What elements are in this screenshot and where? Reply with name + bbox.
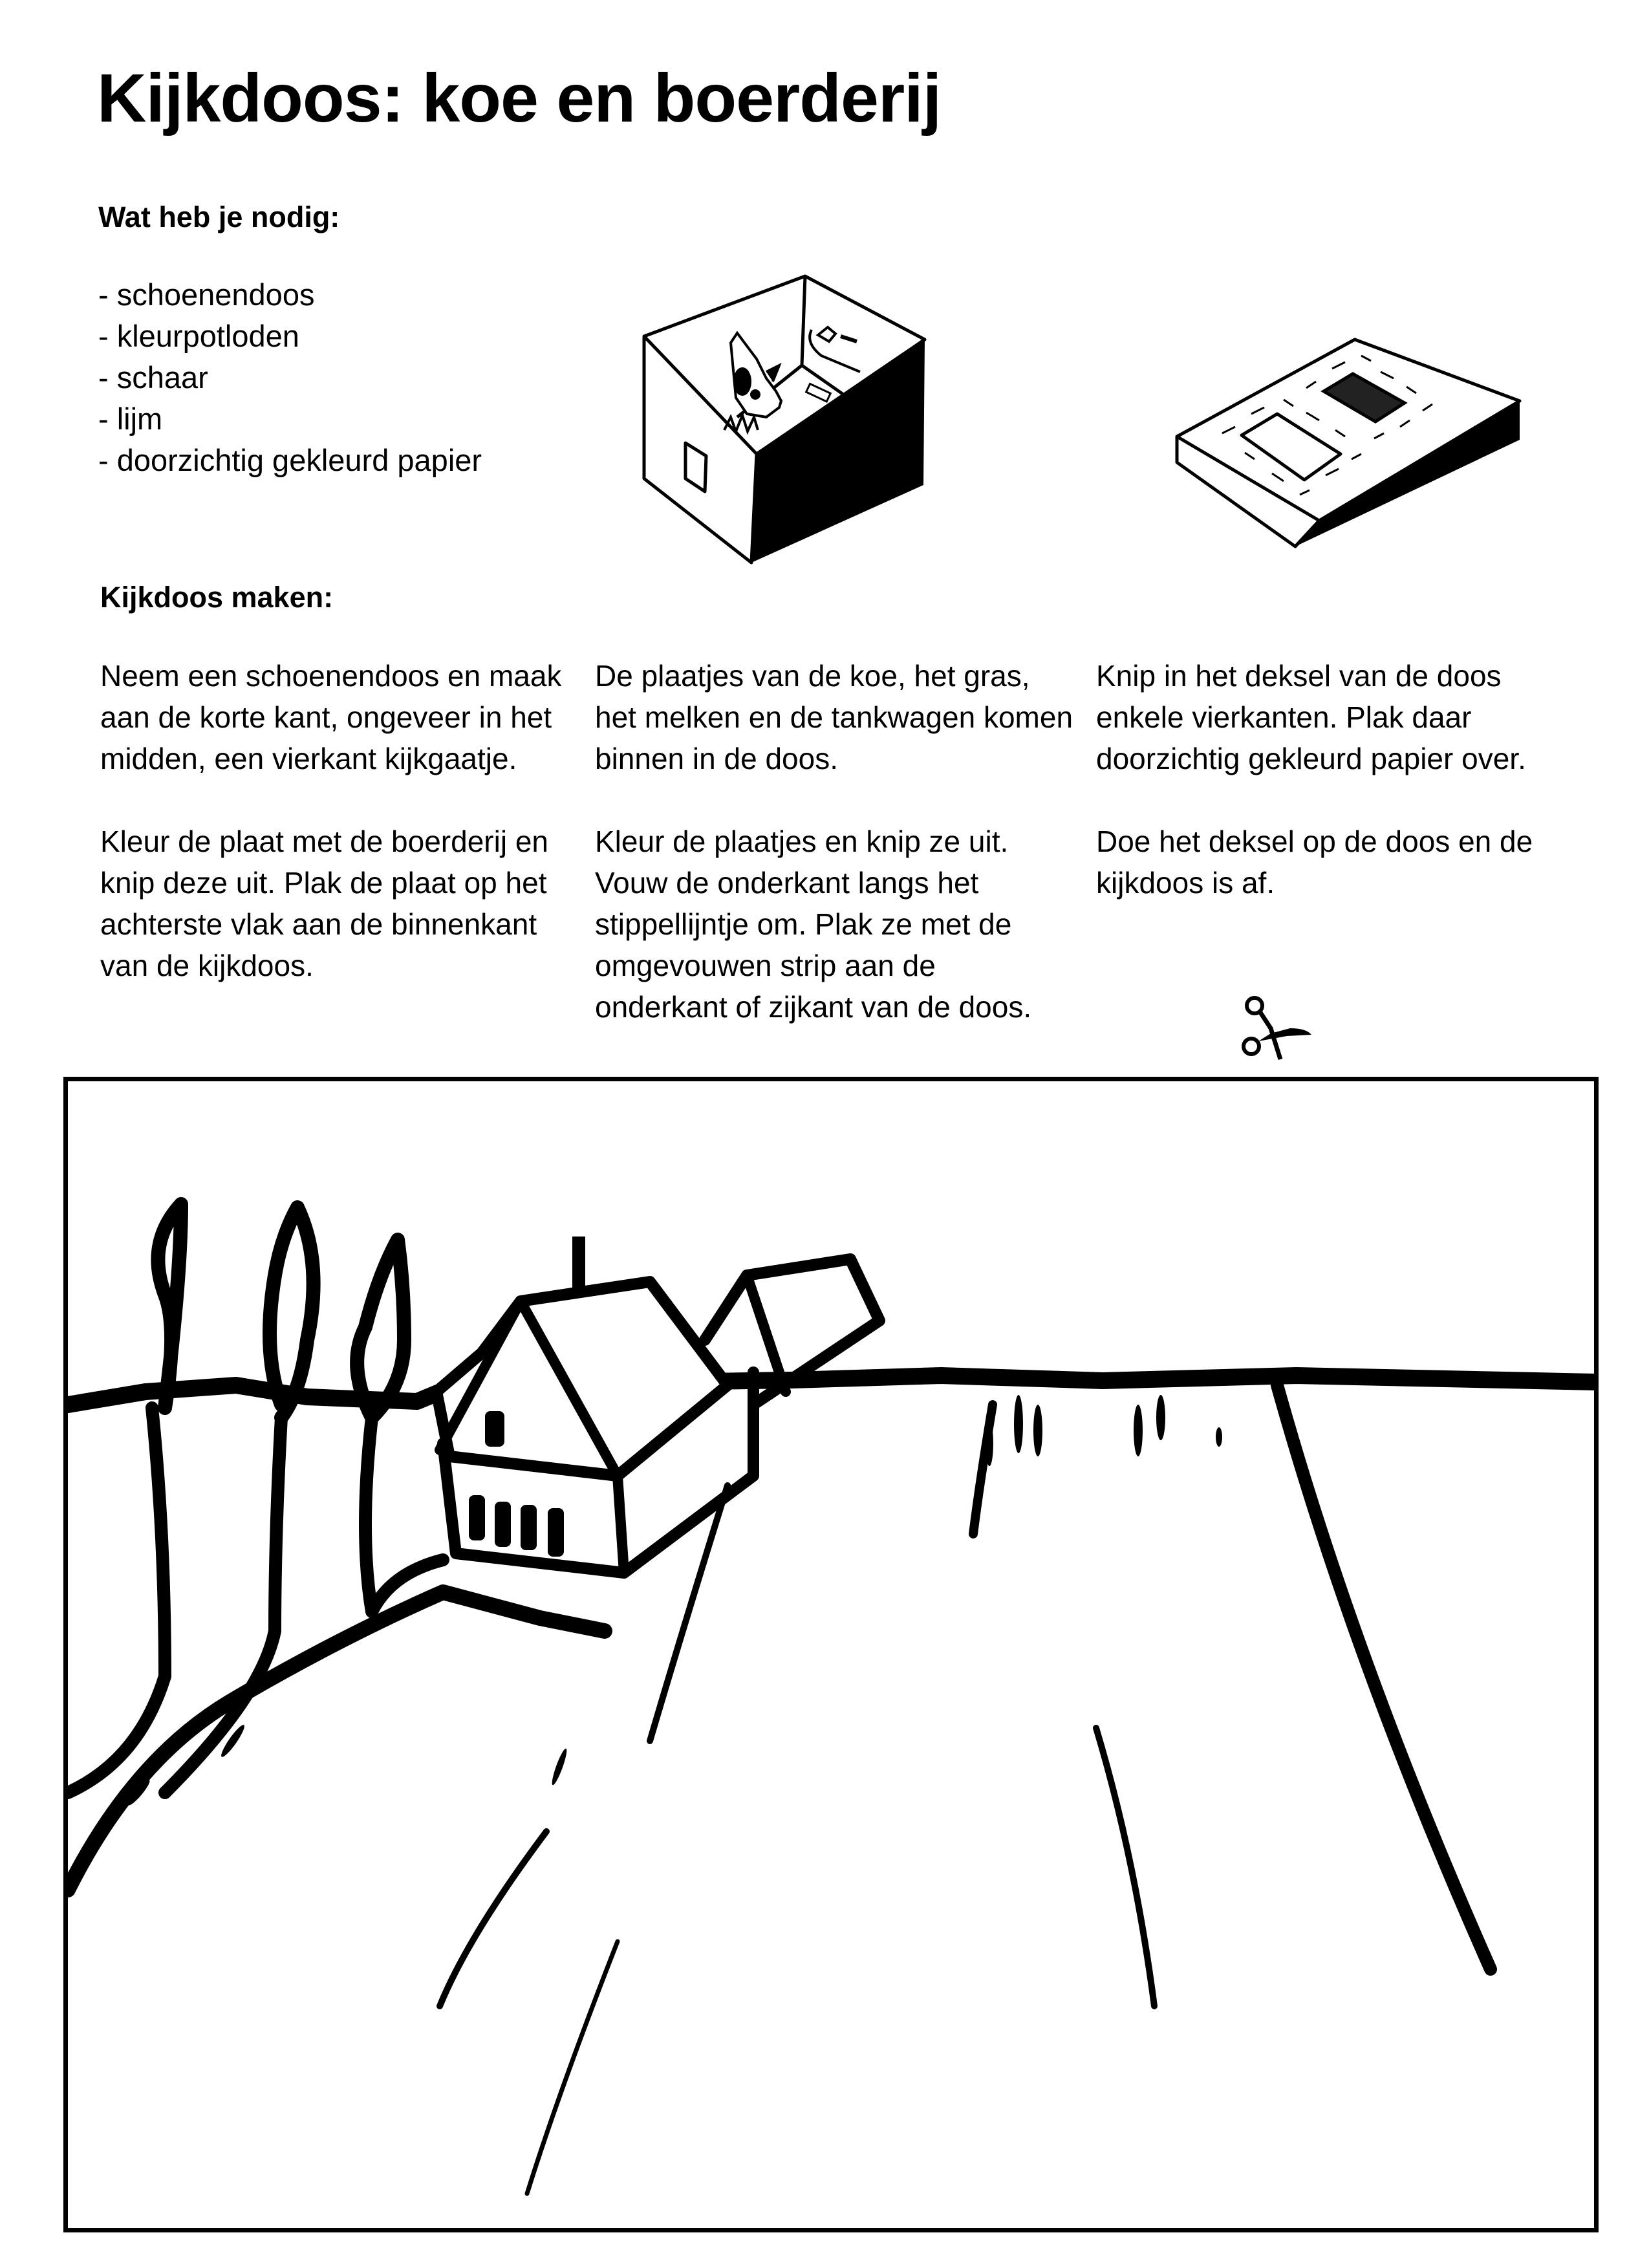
materials-heading: Wat heb je nodig: bbox=[98, 200, 340, 233]
instruction-paragraph: Doe het deksel op de doos en de kijkdoos is af. bbox=[1096, 825, 1533, 900]
materials-item: - schoenendoos bbox=[98, 277, 315, 312]
instructions-column-1 bbox=[100, 655, 566, 1028]
page-title: Kijkdoos: koe en boerderij bbox=[97, 60, 942, 136]
instruction-paragraph: Knip in het deksel van de doos enkele vierkanten. Plak daar doorzichtig gekleurd papier over. bbox=[1096, 659, 1526, 775]
instruction-paragraph: Kleur de plaatjes en knip ze uit. Vouw de onderkant langs het stippellijntje om. Plak ze met de omgevouwen strip aan de onderkant of zijkant van de doos. bbox=[595, 825, 1032, 1024]
coloring-plate-frame bbox=[63, 1077, 1599, 2232]
instructions-column-2 bbox=[595, 655, 1073, 1069]
materials-item: - lijm bbox=[98, 402, 163, 436]
scissors-icon bbox=[1242, 996, 1316, 1064]
materials-item: - doorzichtig gekleurd papier bbox=[98, 443, 482, 477]
farm-landscape-coloring-plate bbox=[68, 1081, 1594, 2228]
open-shoebox-with-cow-icon bbox=[640, 268, 1015, 566]
lid-with-windows-icon bbox=[1154, 330, 1536, 553]
materials-item: - kleurpotloden bbox=[98, 319, 299, 353]
instructions-heading: Kijkdoos maken: bbox=[100, 581, 334, 614]
instructions-column-3 bbox=[1096, 655, 1588, 945]
instruction-paragraph: Neem een schoenendoos en maak aan de korte kant, ongeveer in het midden, een vierkant kijkgaatje. bbox=[100, 659, 562, 775]
materials-item: - schaar bbox=[98, 360, 208, 394]
materials-list bbox=[98, 274, 482, 481]
instruction-paragraph: De plaatjes van de koe, het gras, het melken en de tankwagen komen binnen in de doos. bbox=[595, 659, 1073, 775]
instruction-paragraph: Kleur de plaat met de boerderij en knip deze uit. Plak de plaat op het achterste vlak aan de binnenkant van de kijkdoos. bbox=[100, 825, 548, 982]
